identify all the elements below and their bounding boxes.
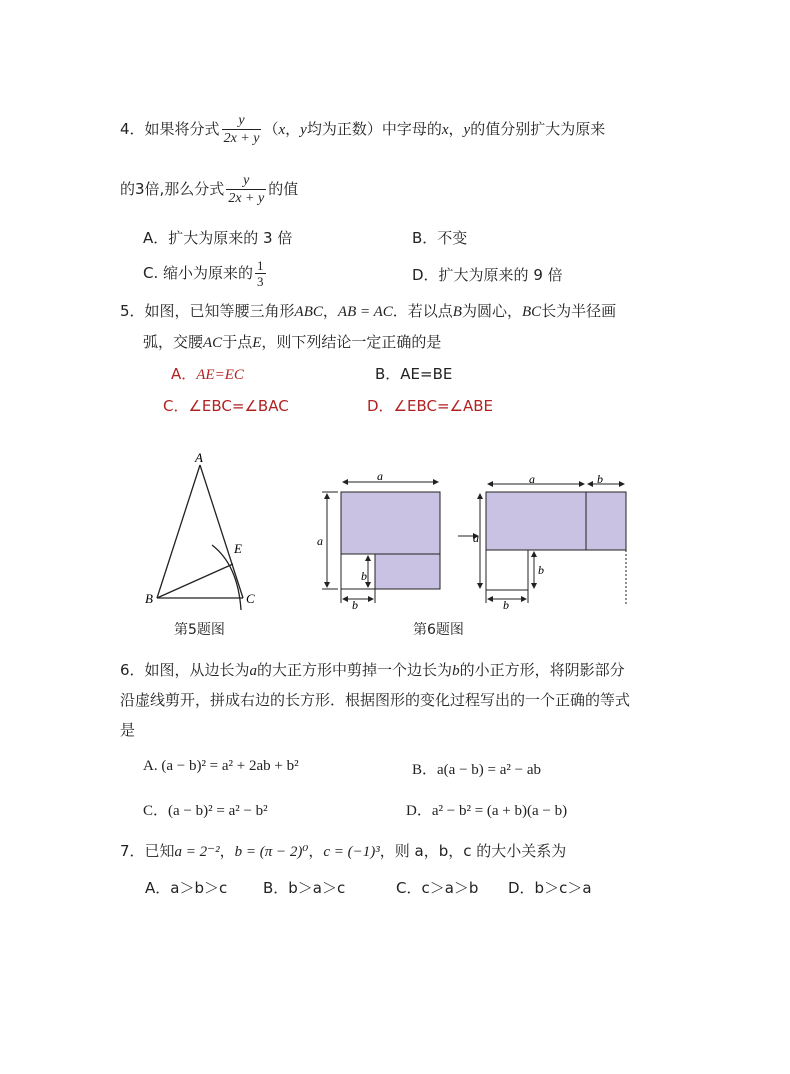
q5-option-b: B．AE=BE bbox=[375, 365, 453, 383]
q4-text-a: 如果将分式 bbox=[144, 120, 220, 138]
q4-frac-den: 2x + y bbox=[223, 130, 260, 146]
q6-line1-c: 的小正方形，将阴影部分 bbox=[459, 661, 625, 679]
q6-line3: 是 bbox=[120, 721, 136, 739]
q6-var-b: b bbox=[452, 663, 460, 679]
q6-var-a: a bbox=[249, 663, 258, 679]
q5-line1-a: 5．如图，已知等腰三角形 bbox=[120, 302, 295, 320]
q5-line1-c: ．若以点 bbox=[392, 302, 453, 320]
q5-ac: AC bbox=[203, 335, 223, 351]
q7-option-b: B．b＞a＞c bbox=[263, 879, 346, 897]
fig5-label-c: C bbox=[246, 591, 255, 606]
q7-expr-c: c = (−1)³ bbox=[323, 844, 380, 860]
q7-text-b: ，则 a，b，c 的大小关系为 bbox=[379, 842, 567, 860]
fig5-segment-be bbox=[157, 564, 233, 598]
fig5-label-b: B bbox=[145, 591, 153, 606]
q4-number: 4． bbox=[120, 120, 145, 138]
q5-option-a-label: A． bbox=[171, 365, 197, 383]
q4-var-x2: x bbox=[441, 122, 449, 138]
q4-var-x: x bbox=[278, 122, 286, 138]
q6-line2: 沿虚线剪开，拼成右边的长方形．根据图形的变化过程写出的一个正确的等式 bbox=[120, 691, 631, 709]
q4-var-y2: y bbox=[463, 122, 471, 138]
fig6-right-label-b-bottom: b bbox=[503, 598, 509, 610]
q4-line2 bbox=[120, 170, 298, 208]
q5-option-a-expr: AE=EC bbox=[196, 367, 244, 383]
q6-option-b: B．a(a − b) = a² − ab bbox=[412, 762, 542, 778]
q4-frac2-num: y bbox=[243, 172, 250, 188]
q5-line2 bbox=[143, 331, 441, 352]
figure-6 bbox=[310, 470, 640, 610]
q5-option-c: C．∠EBC=∠BAC bbox=[163, 397, 289, 415]
q5-bc: BC bbox=[521, 304, 542, 320]
fig6-label-b-inner: b bbox=[361, 569, 367, 583]
q4-option-d: D．扩大为原来的 9 倍 bbox=[412, 266, 563, 284]
q6-line1-a: 6．如图，从边长为 bbox=[120, 661, 250, 679]
q5-abc: ABC bbox=[294, 304, 323, 320]
q4-frac2-den: 2x + y bbox=[228, 190, 265, 206]
q4-text-d: 均为正数）中字母的 bbox=[306, 120, 442, 138]
q7-text-a: 7．已知 bbox=[120, 842, 175, 860]
q4-option-b: B．不变 bbox=[412, 229, 468, 247]
q4-option-c-text: C. 缩小为原来的 bbox=[143, 264, 254, 282]
q4-line2-b: 的值 bbox=[268, 180, 299, 198]
fig6-right-label-b-inner: b bbox=[538, 563, 544, 577]
q4-text-f: 的值分别扩大为原来 bbox=[470, 120, 606, 138]
q6-option-c: C．(a − b)² = a² − b² bbox=[143, 803, 268, 819]
q4-fraction bbox=[222, 113, 262, 147]
q4-option-c-num: 1 bbox=[257, 258, 264, 273]
q4-paren: （ bbox=[263, 120, 279, 138]
q7-option-d: D．b＞c＞a bbox=[508, 879, 592, 897]
q5-line2-c: ，则下列结论一定正确的是 bbox=[261, 333, 442, 351]
fig6-right-blank-square bbox=[486, 550, 528, 590]
q6-line1-b: 的大正方形中剪掉一个边长为 bbox=[257, 661, 453, 679]
fig6-label-b-bottom: b bbox=[352, 598, 358, 610]
q5-option-d: D．∠EBC=∠ABE bbox=[367, 397, 494, 415]
fig5-caption: 第5题图 bbox=[174, 622, 225, 638]
fig5-side-ac bbox=[200, 465, 243, 598]
q7-line bbox=[120, 840, 566, 861]
fig6-right-added-region bbox=[586, 492, 626, 550]
q4-option-c-den: 3 bbox=[257, 274, 264, 289]
q7-sep1: ， bbox=[219, 842, 235, 860]
fig6-cut-square bbox=[341, 554, 375, 589]
fig6-label-a-side: a bbox=[317, 534, 323, 548]
q6-option-a: A. (a − b)² = a² + 2ab + b² bbox=[143, 758, 299, 774]
q4-var-y: y bbox=[300, 122, 307, 138]
fig6-label-a-top: a bbox=[377, 470, 383, 483]
fig6-caption: 第6题图 bbox=[413, 622, 464, 638]
q7-sep2: ， bbox=[308, 842, 324, 860]
q4-line1 bbox=[120, 110, 605, 148]
q5-line1 bbox=[120, 300, 616, 321]
q4-option-c bbox=[143, 256, 268, 290]
q5-line1-b: ， bbox=[322, 302, 338, 320]
q5-line2-a: 弧，交腰 bbox=[143, 333, 204, 351]
fig5-side-ab bbox=[157, 465, 200, 598]
q4-comma2: ， bbox=[448, 120, 464, 138]
figure-5 bbox=[140, 445, 270, 615]
fig6-right-main-region bbox=[486, 492, 586, 550]
fig6-right-label-a-top: a bbox=[529, 472, 535, 486]
q4-option-a: A．扩大为原来的 3 倍 bbox=[143, 229, 293, 247]
q7-expr-b: b = (π − 2)⁰ bbox=[234, 844, 309, 860]
q5-point-b: B bbox=[452, 304, 462, 320]
q5-point-e: E bbox=[252, 335, 262, 351]
q7-option-a: A．a＞b＞c bbox=[145, 879, 228, 897]
q4-line2-a: 的3倍,那么分式 bbox=[120, 180, 225, 198]
fig6-left-upper-region bbox=[341, 492, 440, 554]
fig5-label-e: E bbox=[234, 541, 242, 556]
fig5-label-a: A bbox=[195, 450, 203, 465]
q4-option-c-fraction bbox=[255, 258, 266, 289]
q5-line1-d: 为圆心， bbox=[461, 302, 522, 320]
q5-line1-e: 长为半径画 bbox=[541, 302, 617, 320]
q6-option-d: D．a² − b² = (a + b)(a − b) bbox=[406, 803, 568, 819]
q4-comma: ， bbox=[285, 120, 301, 138]
q7-expr-a: a = 2⁻² bbox=[174, 844, 220, 860]
q4-frac-num: y bbox=[238, 112, 245, 128]
fig6-right-label-b-top: b bbox=[597, 472, 603, 486]
q6-line1 bbox=[120, 659, 625, 680]
q5-option-a bbox=[171, 363, 244, 384]
fig6-right-label-a-side: a bbox=[473, 531, 479, 545]
q7-option-c: C．c＞a＞b bbox=[396, 879, 479, 897]
q4-fraction-2 bbox=[226, 173, 266, 207]
q5-equality: AB = AC bbox=[337, 304, 393, 320]
q5-line2-b: 于点 bbox=[222, 333, 253, 351]
fig6-left-lower-region bbox=[375, 554, 440, 589]
